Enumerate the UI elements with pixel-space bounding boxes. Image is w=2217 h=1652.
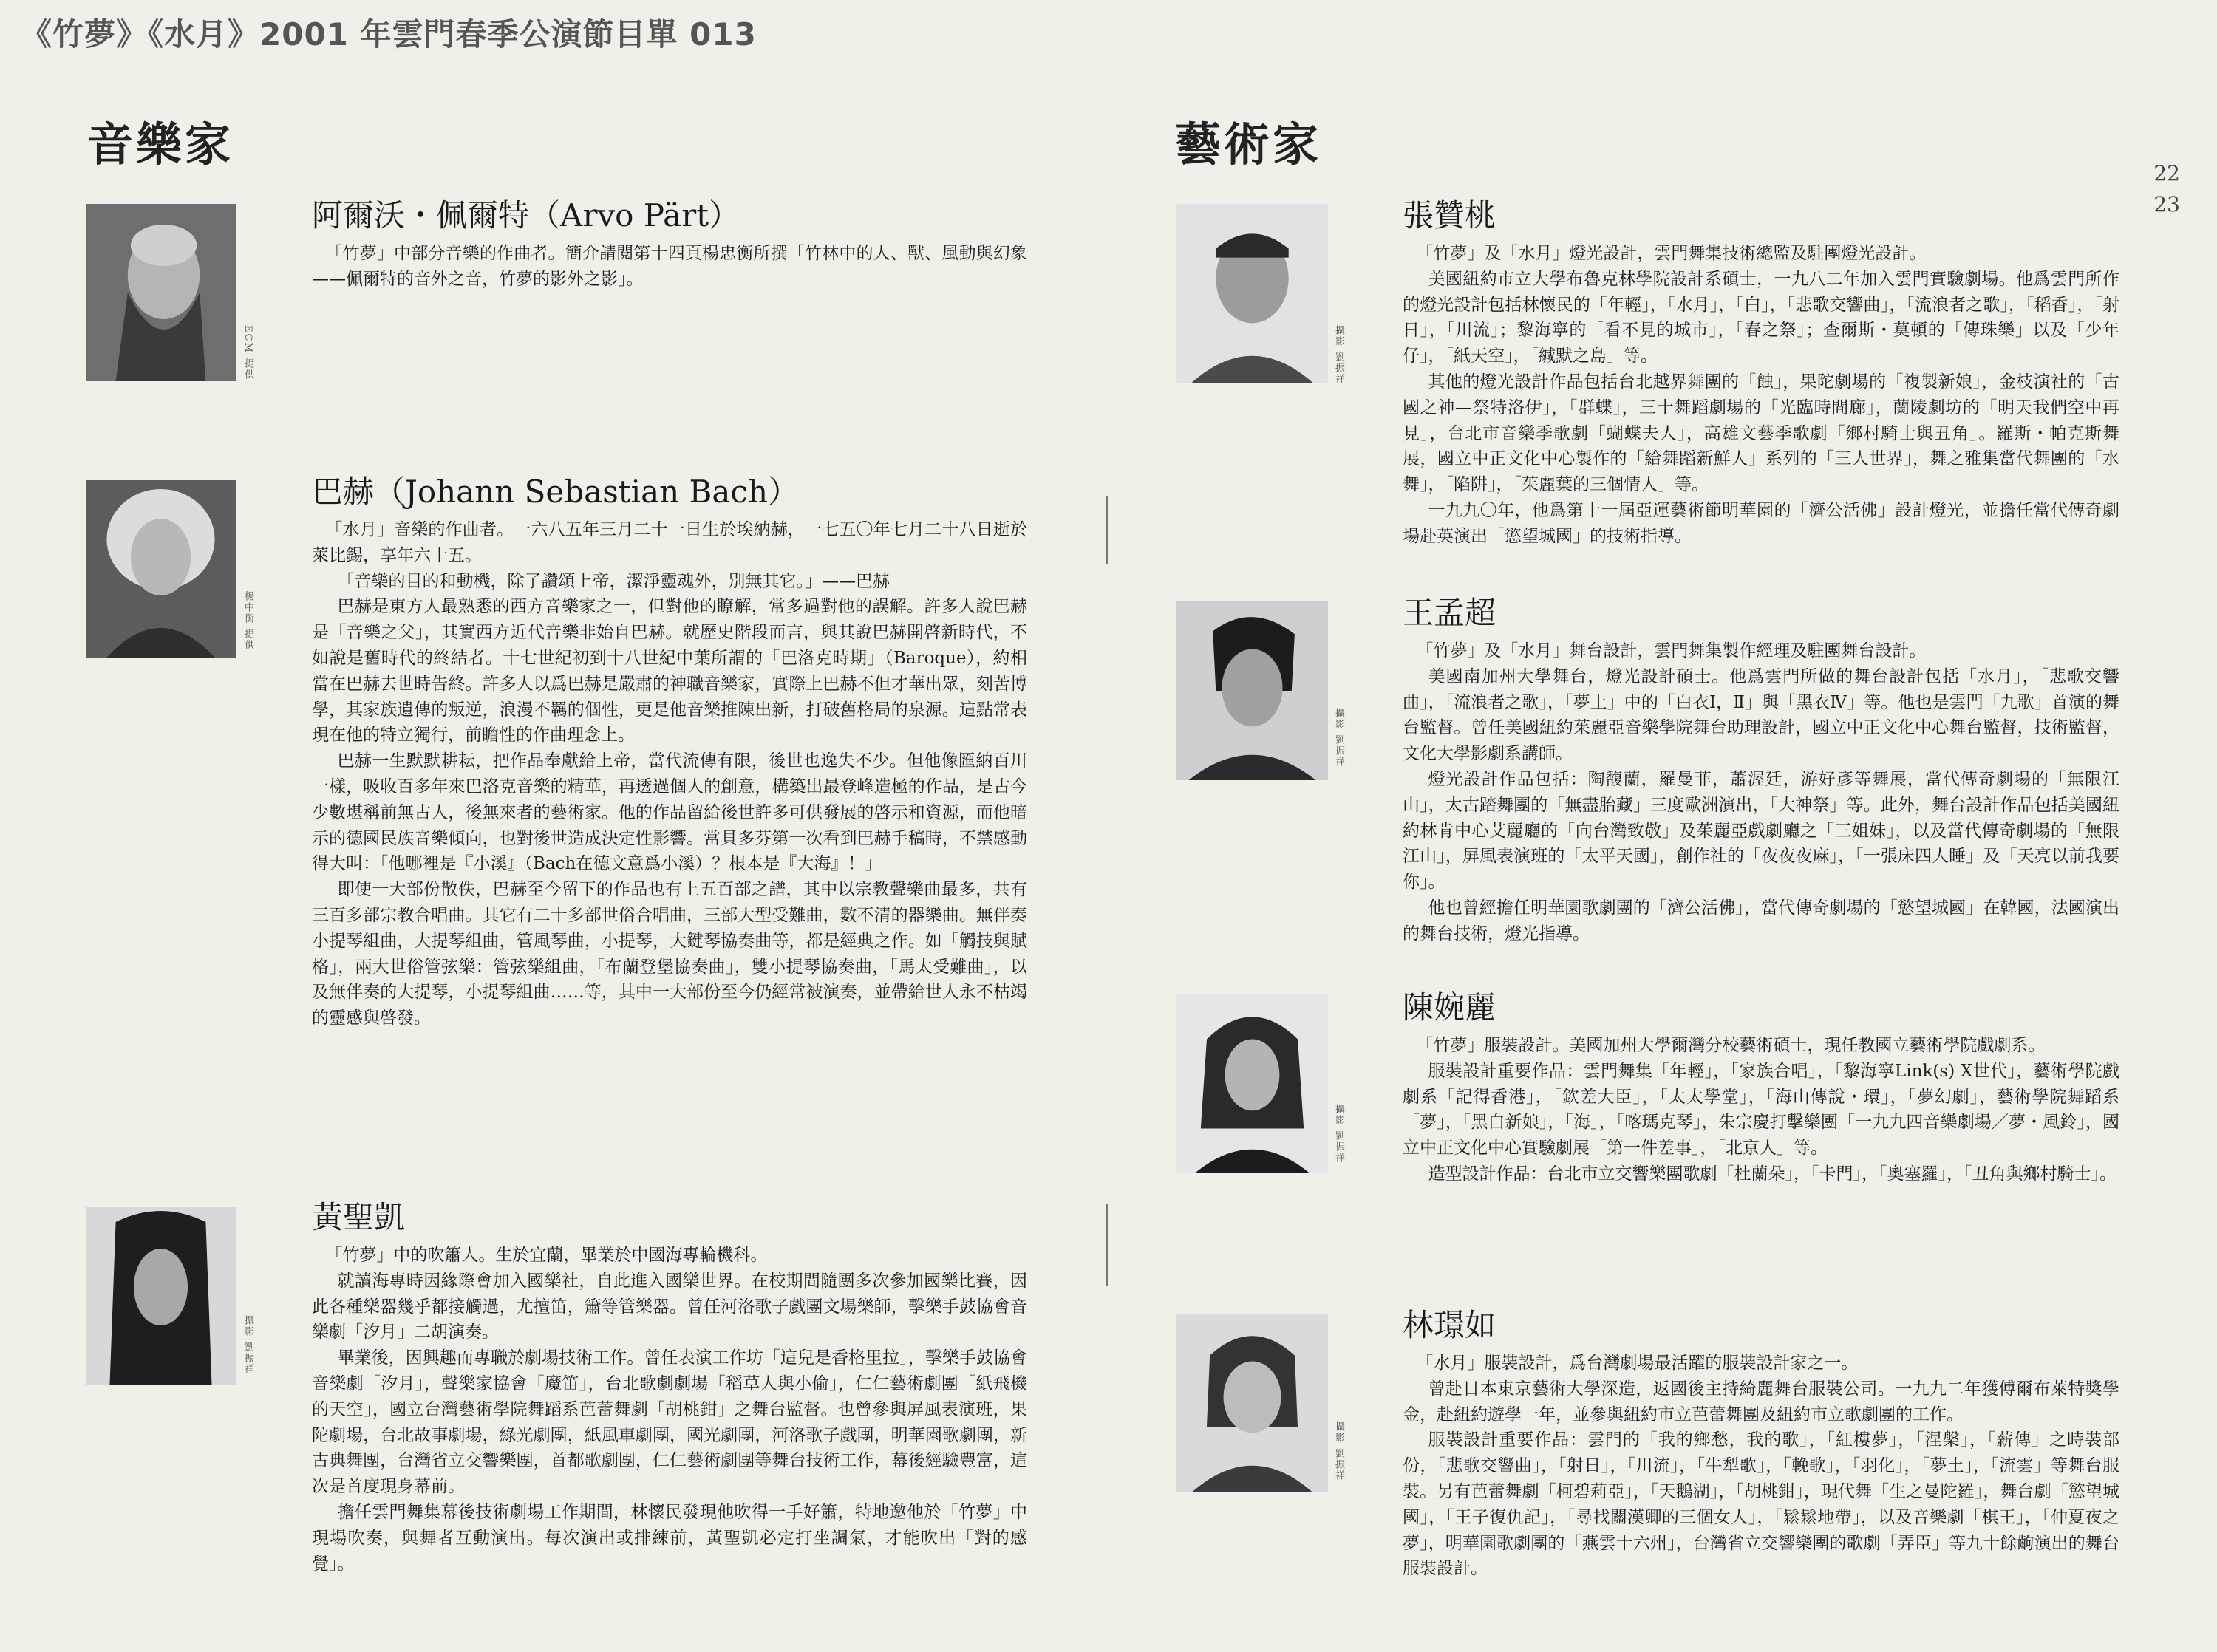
bio-name: 黃聖凱 <box>312 1199 406 1235</box>
bio-paragraph: 「竹夢」中的吹簫人。生於宜蘭，畢業於中國海專輪機科。 <box>325 1246 768 1265</box>
portrait-chen-wan-li-image <box>1176 994 1328 1173</box>
bio-name: 巴赫（Johann Sebastian Bach） <box>312 474 799 510</box>
portrait-lin-ching-ju-image <box>1176 1314 1328 1492</box>
photo-credit: 攝影 劉振祥 <box>1333 1421 1344 1482</box>
photo-credit: 楊中衡 提供 <box>242 591 253 652</box>
bio-arvo-part <box>312 197 1027 293</box>
bio-huang-sheng-kai <box>312 1198 1027 1577</box>
bio-chen-wan-li <box>1403 989 2119 1187</box>
bio-paragraph: 曾赴日本東京藝術大學深造，返國後主持綺麗舞台服裝公司。一九九二年獲傅爾布萊特獎學金，赴紐約遊學一年，並參與紐約市立芭蕾舞團及紐約市立歌劇團的工作。 <box>1403 1379 2119 1424</box>
bio-paragraph: 擔任雲門舞集幕後技術劇場工作期間，林懷民發現他吹得一手好簫，特地邀他於「竹夢」中現場吹奏，與舞者互動演出。每次演出或排練前，黃聖凱必定打坐調氣，才能吹出「對的感覺」。 <box>312 1502 1027 1574</box>
bio-name: 阿爾沃・佩爾特（Arvo Pärt） <box>312 197 740 233</box>
scan-mark <box>1106 1204 1108 1286</box>
bio-name: 張贊桃 <box>1403 197 1496 233</box>
portrait-bach-image <box>86 480 236 658</box>
bio-bach <box>312 473 1027 1031</box>
bio-paragraph: 「竹夢」及「水月」舞台設計，雲門舞集製作經理及駐團舞台設計。 <box>1416 641 1927 661</box>
section-title-musicians: 音樂家 <box>87 117 234 171</box>
photo-credit: 攝影 劉振祥 <box>242 1315 253 1376</box>
photo-credit: 攝影 劉振祥 <box>1333 325 1344 386</box>
portrait-chen-wan-li <box>1176 994 1328 1173</box>
bio-paragraph: 巴赫一生默默耕耘，把作品奉獻給上帝，當代流傳有限，後世也逸失不少。但他像匯納百川一樣，吸收百多年來巴洛克音樂的精華，再透過個人的創意，構築出最登峰造極的作品，是古今少數堪稱前無古人，後無來者的藝術家。他的作品留給後世許多可供發展的啓示和資源，而他暗示的德國民族音樂傾向，也對後世造成決定性影響。當貝多芬第一次看到巴赫手稿時，不禁感動得大叫：「他哪裡是『小溪』（Bach在德文意爲小溪）？根本是『大海』！」 <box>312 751 1027 874</box>
bio-paragraph: 他也曾經擔任明華園歌劇團的「濟公活佛」，當代傳奇劇場的「慾望城國」在韓國，法國演出的舞台技術，燈光指導。 <box>1403 898 2119 943</box>
bio-name: 王孟超 <box>1403 595 1496 631</box>
photo-credit: 攝影 劉振祥 <box>1333 1104 1344 1164</box>
portrait-arvo-part <box>86 204 236 381</box>
page-numbers <box>2153 158 2180 220</box>
portrait-wang-meng-chao <box>1176 601 1328 780</box>
portrait-bach <box>86 480 236 658</box>
portrait-lin-ching-ju <box>1176 1314 1328 1492</box>
bio-name: 陳婉麗 <box>1403 989 1496 1025</box>
portrait-chang-tsan-tao <box>1176 204 1328 383</box>
bio-paragraph: 其他的燈光設計作品包括台北越界舞團的「蝕」，果陀劇場的「複製新娘」，金枝演社的「古國之神—祭特洛伊」，「群蝶」，三十舞蹈劇場的「光臨時間廊」，蘭陵劇坊的「明天我們空中再見」，台北市音樂季歌劇「蝴蝶夫人」，高雄文藝季歌劇「鄉村騎士與丑角」。羅斯・帕克斯舞展，國立中正文化中心製作的「給舞蹈新鮮人」系列的「三人世界」，舞之雅集當代舞團的「水舞」，「陷阱」，「茱麗葉的三個情人」等。 <box>1403 372 2119 495</box>
bio-paragraph: 「竹夢」中部分音樂的作曲者。簡介請閱第十四頁楊忠衡所撰「竹林中的人、獸、風動與幻象——佩爾特的音外之音，竹夢的影外之影」。 <box>312 244 1027 289</box>
portrait-arvo-part-image <box>86 204 236 381</box>
section-title-artists: 藝術家 <box>1175 117 1322 171</box>
bio-paragraph: 即使一大部份散佚，巴赫至今留下的作品也有上五百部之譜，其中以宗教聲樂曲最多，共有三百多部宗教合唱曲。其它有二十多部世俗合唱曲，三部大型受難曲，數不清的器樂曲。無伴奏小提琴組曲，大提琴組曲，管風琴曲，小提琴，大鍵琴協奏曲等，都是經典之作。如「觸技與賦格」，兩大世俗管弦樂：管弦樂組曲，「布蘭登堡協奏曲」，雙小提琴協奏曲，「馬太受難曲」，以及無伴奏的大提琴，小提琴組曲……等，其中一大部份至今仍經常被演奏，並帶給世人永不枯竭的靈感與啓發。 <box>312 880 1027 1028</box>
bio-paragraph: 美國南加州大學舞台，燈光設計碩士。他爲雲門所做的舞台設計包括「水月」，「悲歌交響曲」，「流浪者之歌」，「夢土」中的「白衣Ⅰ，Ⅱ」與「黑衣Ⅳ」等。他也是雲門「九歌」首演的舞台監督。曾任美國紐約茱麗亞音樂學院舞台助理設計，國立中正文化中心舞台監督，技術監督，文化大學影劇系講師。 <box>1403 666 2119 764</box>
portrait-wang-meng-chao-image <box>1176 601 1328 780</box>
page-number-left: 22 <box>2153 161 2180 185</box>
portrait-huang-sheng-kai <box>86 1207 236 1385</box>
bio-lin-ching-ju <box>1403 1306 2119 1582</box>
bio-paragraph: 畢業後，因興趣而專職於劇場技術工作。曾任表演工作坊「這兒是香格里拉」，擊樂手鼓協會音樂劇「汐月」，聲樂家協會「魔笛」，台北歌劇劇場「稻草人與小偷」，仁仁藝術劇團「紙飛機的天空」，國立台灣藝術學院舞蹈系芭蕾舞劇「胡桃鉗」之舞台監督。也曾參與屏風表演班，果陀劇場，台北故事劇場，綠光劇團，紙風車劇團，國光劇團，河洛歌子戲團，明華園歌劇團，新古典舞團，台灣省立交響樂團，首都歌劇團，仁仁藝術劇團等舞台技術工作，幕後經驗豐富，這次是首度現身幕前。 <box>312 1348 1027 1497</box>
bio-paragraph: 就讀海專時因緣際會加入國樂社，自此進入國樂世界。在校期間隨團多次參加國樂比賽，因此各種樂器幾乎都接觸過，尤擅笛，簫等管樂器。曾任河洛歌子戲團文場樂師，擊樂手鼓協會音樂劇「汐月」二胡演奏。 <box>312 1271 1027 1342</box>
bio-paragraph: 巴赫是東方人最熟悉的西方音樂家之一，但對他的瞭解，常多過對他的誤解。許多人說巴赫是「音樂之父」，其實西方近代音樂非始自巴赫。就歷史階段而言，與其說巴赫開啓新時代，不如說是舊時代的終結者。十七世紀初到十八世紀中葉所謂的「巴洛克時期」（Baroque），約相當在巴赫去世時告終。許多人以爲巴赫是嚴肅的神職音樂家，實際上巴赫不但才華出眾，刻苦博學，其家族遺傳的叛逆，浪漫不羈的個性，更是他音樂推陳出新，打破舊格局的泉源。這點常表現在他的特立獨行，前瞻性的作曲理念上。 <box>312 597 1027 745</box>
bio-paragraph: 「音樂的目的和動機，除了讚頌上帝，潔淨靈魂外，別無其它。」——巴赫 <box>337 571 890 591</box>
photo-credit: 攝影 劉振祥 <box>1333 708 1344 768</box>
bio-paragraph: 一九九〇年，他爲第十一屆亞運藝術節明華園的「濟公活佛」設計燈光，並擔任當代傳奇劇場赴英演出「慾望城國」的技術指導。 <box>1403 500 2119 546</box>
bio-paragraph: 「水月」服裝設計，爲台灣劇場最活躍的服裝設計家之一。 <box>1416 1354 1859 1373</box>
bio-chang-tsan-tao <box>1403 197 2119 550</box>
program-header: 《竹夢》《水月》2001 年雲門春季公演節目單 013 <box>21 16 757 52</box>
bio-paragraph: 服裝設計重要作品：雲門的「我的鄉愁，我的歌」，「紅樓夢」，「涅槃」，「薪傳」之時裝部份，「悲歌交響曲」，「射日」，「川流」，「牛犁歌」，「輓歌」，「羽化」，「夢土」，「流雲」等舞台服裝。另有芭蕾舞劇「柯碧莉亞」，「天鵝湖」，「胡桃鉗」，現代舞「生之曼陀羅」，舞台劇「慾望城國」，「王子復仇記」，「尋找關漢卿的三個女人」，「鬆鬆地帶」，以及音樂劇「棋王」，「仲夏夜之夢」，明華園歌劇團的「燕雲十六州」，台灣省立交響樂團的歌劇「弄臣」等九十餘齣演出的舞台服裝設計。 <box>1403 1430 2119 1579</box>
bio-paragraph: 「水月」音樂的作曲者。一六八五年三月二十一日生於埃納赫，一七五〇年七月二十八日逝於萊比錫，享年六十五。 <box>312 520 1027 565</box>
bio-paragraph: 造型設計作品：台北市立交響樂團歌劇「杜蘭朵」，「卡門」，「奧塞羅」，「丑角與鄉村騎士」。 <box>1428 1164 2116 1184</box>
photo-credit: ECM 提供 <box>242 325 253 380</box>
portrait-chang-tsan-tao-image <box>1176 204 1328 383</box>
bio-paragraph: 服裝設計重要作品：雲門舞集「年輕」，「家族合唱」，「黎海寧Link(s) X世代」，藝術學院戲劇系「記得香港」，「欽差大臣」，「太太學堂」，「海山傳說・環」，「夢幻劇」，藝術學院舞蹈系「夢」，「黑白新娘」，「海」，「喀瑪克琴」，朱宗慶打擊樂團「一九九四音樂劇場／夢・風鈴」，國立中正文化中心實驗劇展「第一件差事」，「北京人」等。 <box>1403 1061 2119 1158</box>
bio-paragraph: 燈光設計作品包括：陶馥蘭，羅曼菲，蕭渥廷，游好彥等舞展，當代傳奇劇場的「無限江山」，太古踏舞團的「無盡胎藏」三度歐洲演出，「大神祭」等。此外，舞台設計作品包括美國紐約林肯中心艾麗廳的「向台灣致敬」及茱麗亞戲劇廳之「三姐妹」，以及當代傳奇劇場的「無限江山」，屏風表演班的「太平天國」，創作社的「夜夜夜麻」，「一張床四人睡」及「天亮以前我要你」。 <box>1403 769 2119 892</box>
portrait-huang-sheng-kai-image <box>86 1207 236 1385</box>
bio-name: 林璟如 <box>1403 1307 1496 1343</box>
page-number-right: 23 <box>2153 192 2180 216</box>
bio-paragraph: 「竹夢」服裝設計。美國加州大學爾灣分校藝術碩士，現任教國立藝術學院戲劇系。 <box>1416 1036 2046 1055</box>
bio-wang-meng-chao <box>1403 594 2119 947</box>
scan-mark <box>1106 496 1108 564</box>
bio-paragraph: 美國紐約市立大學布魯克林學院設計系碩士，一九八二年加入雲門實驗劇場。他爲雲門所作的燈光設計包括林懷民的「年輕」，「水月」，「白」，「悲歌交響曲」，「流浪者之歌」，「稻香」，「射日」，「川流」；黎海寧的「看不見的城市」，「春之祭」；查爾斯・莫頓的「傳珠樂」以及「少年仔」，「紙天空」，「緘默之島」等。 <box>1403 269 2119 366</box>
bio-paragraph: 「竹夢」及「水月」燈光設計，雲門舞集技術總監及駐團燈光設計。 <box>1416 244 1927 263</box>
